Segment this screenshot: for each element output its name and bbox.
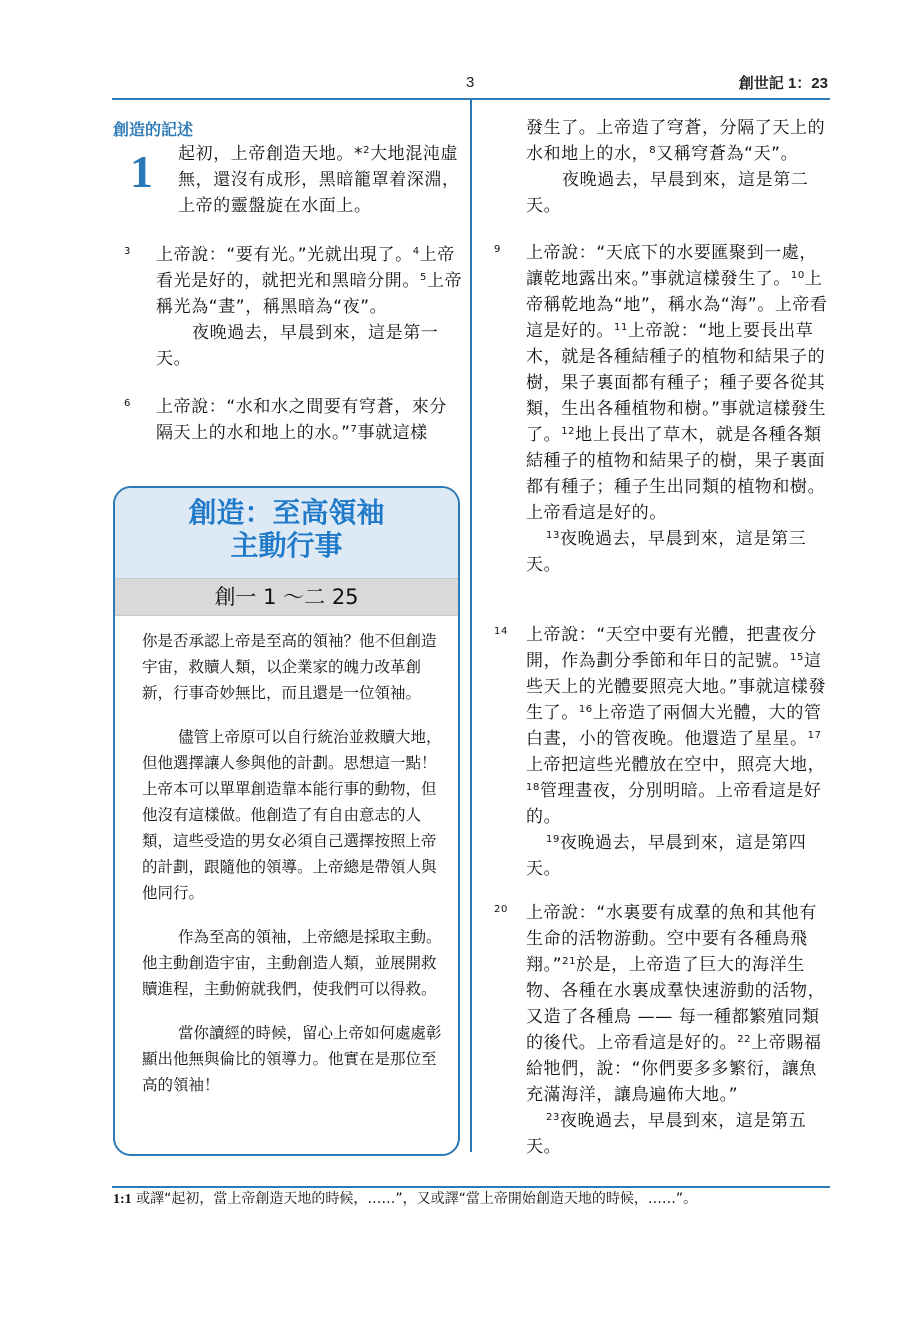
verse-text: 事就這樣 [357,423,428,443]
verse-text: 上帝賜福給牠們，說：“你們要多多繁衍，讓魚充滿海洋，讓鳥遍佈大地。” [526,1033,822,1105]
verse-text: 於是，上帝造了巨大的海洋生物、各種在水裏成羣快速游動的活物，又造了各種鳥 —— 每一種都繁殖同類的後代。上帝看這是好的。 [526,955,826,1053]
verse-number: 13 [546,530,560,541]
verse-number: 15 [790,652,804,663]
verse-number: 10 [790,270,805,281]
sidebar-feature-box [113,486,460,1156]
verse-number: 11 [614,322,628,333]
verse-text: 上帝看光是好的，就把光和黑暗分開。 [156,245,455,291]
verse-paragraph-20-23 [494,900,834,1160]
verse-text: 這些天上的光體要照亮大地。”事就這樣發生了。 [526,651,827,723]
verse-paragraph-7-8 [494,115,834,219]
sidebar-body [115,616,458,1098]
verse-text: 管理晝夜，分別明暗。上帝看這是好的。 [526,781,822,827]
verse-text: 上帝說：“天底下的水要匯聚到一處，讓乾地露出來。”事就這樣發生了。 [526,243,818,289]
section-title: 創造的記述 [113,120,194,139]
verse-text: 夜晚過去，早晨到來，這是第二天。 [526,170,809,216]
verse-text: 地上長出了草木，就是各種各類結種子的植物和結果子的樹，果子裏面都有種子；種子生出同類的植物和樹。上帝看這是好的。 [526,425,826,523]
verse-number: 17 [807,730,822,741]
sidebar-paragraph: 當你讀經的時候，留心上帝如何處處彰顯出他無與倫比的領導力。他實在是那位至高的領袖！ [142,1024,442,1094]
verse-text: 上帝說：“水裏要有成羣的魚和其他有生命的活物游動。空中要有各種鳥飛翔。” [526,903,818,975]
verse-number: 9 [494,244,501,255]
verse-number: 14 [494,626,508,637]
sidebar-title-line-2: 主動行事 [230,529,343,562]
verse-text: 上帝稱乾地為“地”，稱水為“海”。上帝看這是好的。 [526,269,828,341]
verse-text: 上帝說：“水和水之間要有穹蒼，來分隔天上的水和地上的水。” [156,397,448,443]
verse-number: 19 [546,834,560,845]
footnote-text: 或譯“起初，當上帝創造天地的時候，……”，又或譯“當上帝開始創造天地的時候，……”。 [136,1191,698,1207]
verse-text: 大地混沌虛無，還沒有成形，黑暗籠罩着深淵，上帝的靈盤旋在水面上。 [178,144,460,216]
verse-number: 18 [526,782,540,793]
verse-lead [494,900,526,926]
verse-number: 5 [420,272,427,283]
verse-lead [124,242,156,268]
verse-number: 21 [562,956,577,967]
verse-number: 23 [546,1112,560,1123]
footnote-reference: 1:1 [113,1192,132,1207]
verse-text: 上帝說：“天空中要有光體，把晝夜分開，作為劃分季節和年日的記號。 [526,625,818,671]
sidebar-reference: 創一 1 ～二 25 [115,578,458,616]
page-number: 3 [466,74,475,91]
verse-paragraph-14-19 [494,622,834,882]
verse-lead [494,240,526,266]
verse-text: 起初，上帝創造天地。* [178,144,364,164]
sidebar-paragraph: 作為至高的領袖，上帝總是採取主動。他主動創造宇宙，主動創造人類，並展開救贖進程，主動俯就我們，使我們可以得救。 [142,928,442,998]
verse-text: 夜晚過去，早晨到來，這是第四天。 [526,833,807,879]
verse-paragraph-6-7 [124,394,464,446]
sidebar-title [115,488,458,578]
verse-number: 6 [124,398,131,409]
verse-number: 12 [561,426,576,437]
verse-number: 22 [737,1034,752,1045]
footnote-rule [112,1186,830,1188]
verse-number: 2 [363,145,371,156]
verse-text: 發生了。上帝造了穹蒼，分隔了天上的水和地上的水， [526,118,826,164]
verse-text: 上帝把這些光體放在空中，照亮大地， [526,755,826,775]
column-divider [470,100,472,1152]
verse-paragraph-3-5 [124,242,464,372]
sidebar-paragraph: 儘管上帝原可以自行統治並救贖大地，但他選擇讓人參與他的計劃。思想這一點！上帝本可以單單創造靠本能行事的動物，但他沒有這樣做。他創造了有自由意志的人類，這些受造的男女必須自己選擇按照上帝的計劃，跟隨他的領導。上帝總是帶領人與他同行。 [142,728,442,902]
verse-lead [124,394,156,420]
verse-number: 8 [649,145,657,156]
verse-text: 上帝說：“要有光。”光就出現了。 [156,245,413,265]
sidebar-paragraph: 你是否承認上帝是至高的領袖？他不但創造宇宙，救贖人類，以企業家的魄力改革創新，行事奇妙無比，而且還是一位領袖。 [142,632,437,702]
verse-text: 上帝稱光為“晝”，稱黑暗為“夜”。 [156,271,463,317]
verse-text: 又稱穹蒼為“天”。 [656,144,799,164]
verse-number: 4 [412,246,420,257]
verse-lead [494,622,526,648]
verse-paragraph-9-13 [494,240,834,578]
running-header-reference: 創世記 1：23 [738,75,828,92]
verse-paragraph-1 [178,141,462,219]
footnote [113,1190,833,1209]
verse-text: 夜晚過去，早晨到來，這是第一天。 [156,323,439,369]
verse-text: 上帝造了兩個大光體，大的管白晝，小的管夜晚。他還造了星星。 [526,703,822,749]
verse-number: 7 [350,424,358,435]
sidebar-title-line-1: 創造：至高領袖 [188,496,385,529]
verse-number: 3 [124,246,131,257]
verse-number: 20 [494,904,508,915]
verse-number: 16 [578,704,593,715]
verse-text: 夜晚過去，早晨到來，這是第五天。 [526,1111,807,1157]
verse-text: 夜晚過去，早晨到來，這是第三天。 [526,529,807,575]
chapter-number: 1 [130,146,153,197]
verse-text: 上帝說：“地上要長出草木，就是各種結種子的植物和結果子的樹，果子裏面都有種子；種子要各從其類，生出各種植物和樹。”事就這樣發生了。 [526,321,827,445]
